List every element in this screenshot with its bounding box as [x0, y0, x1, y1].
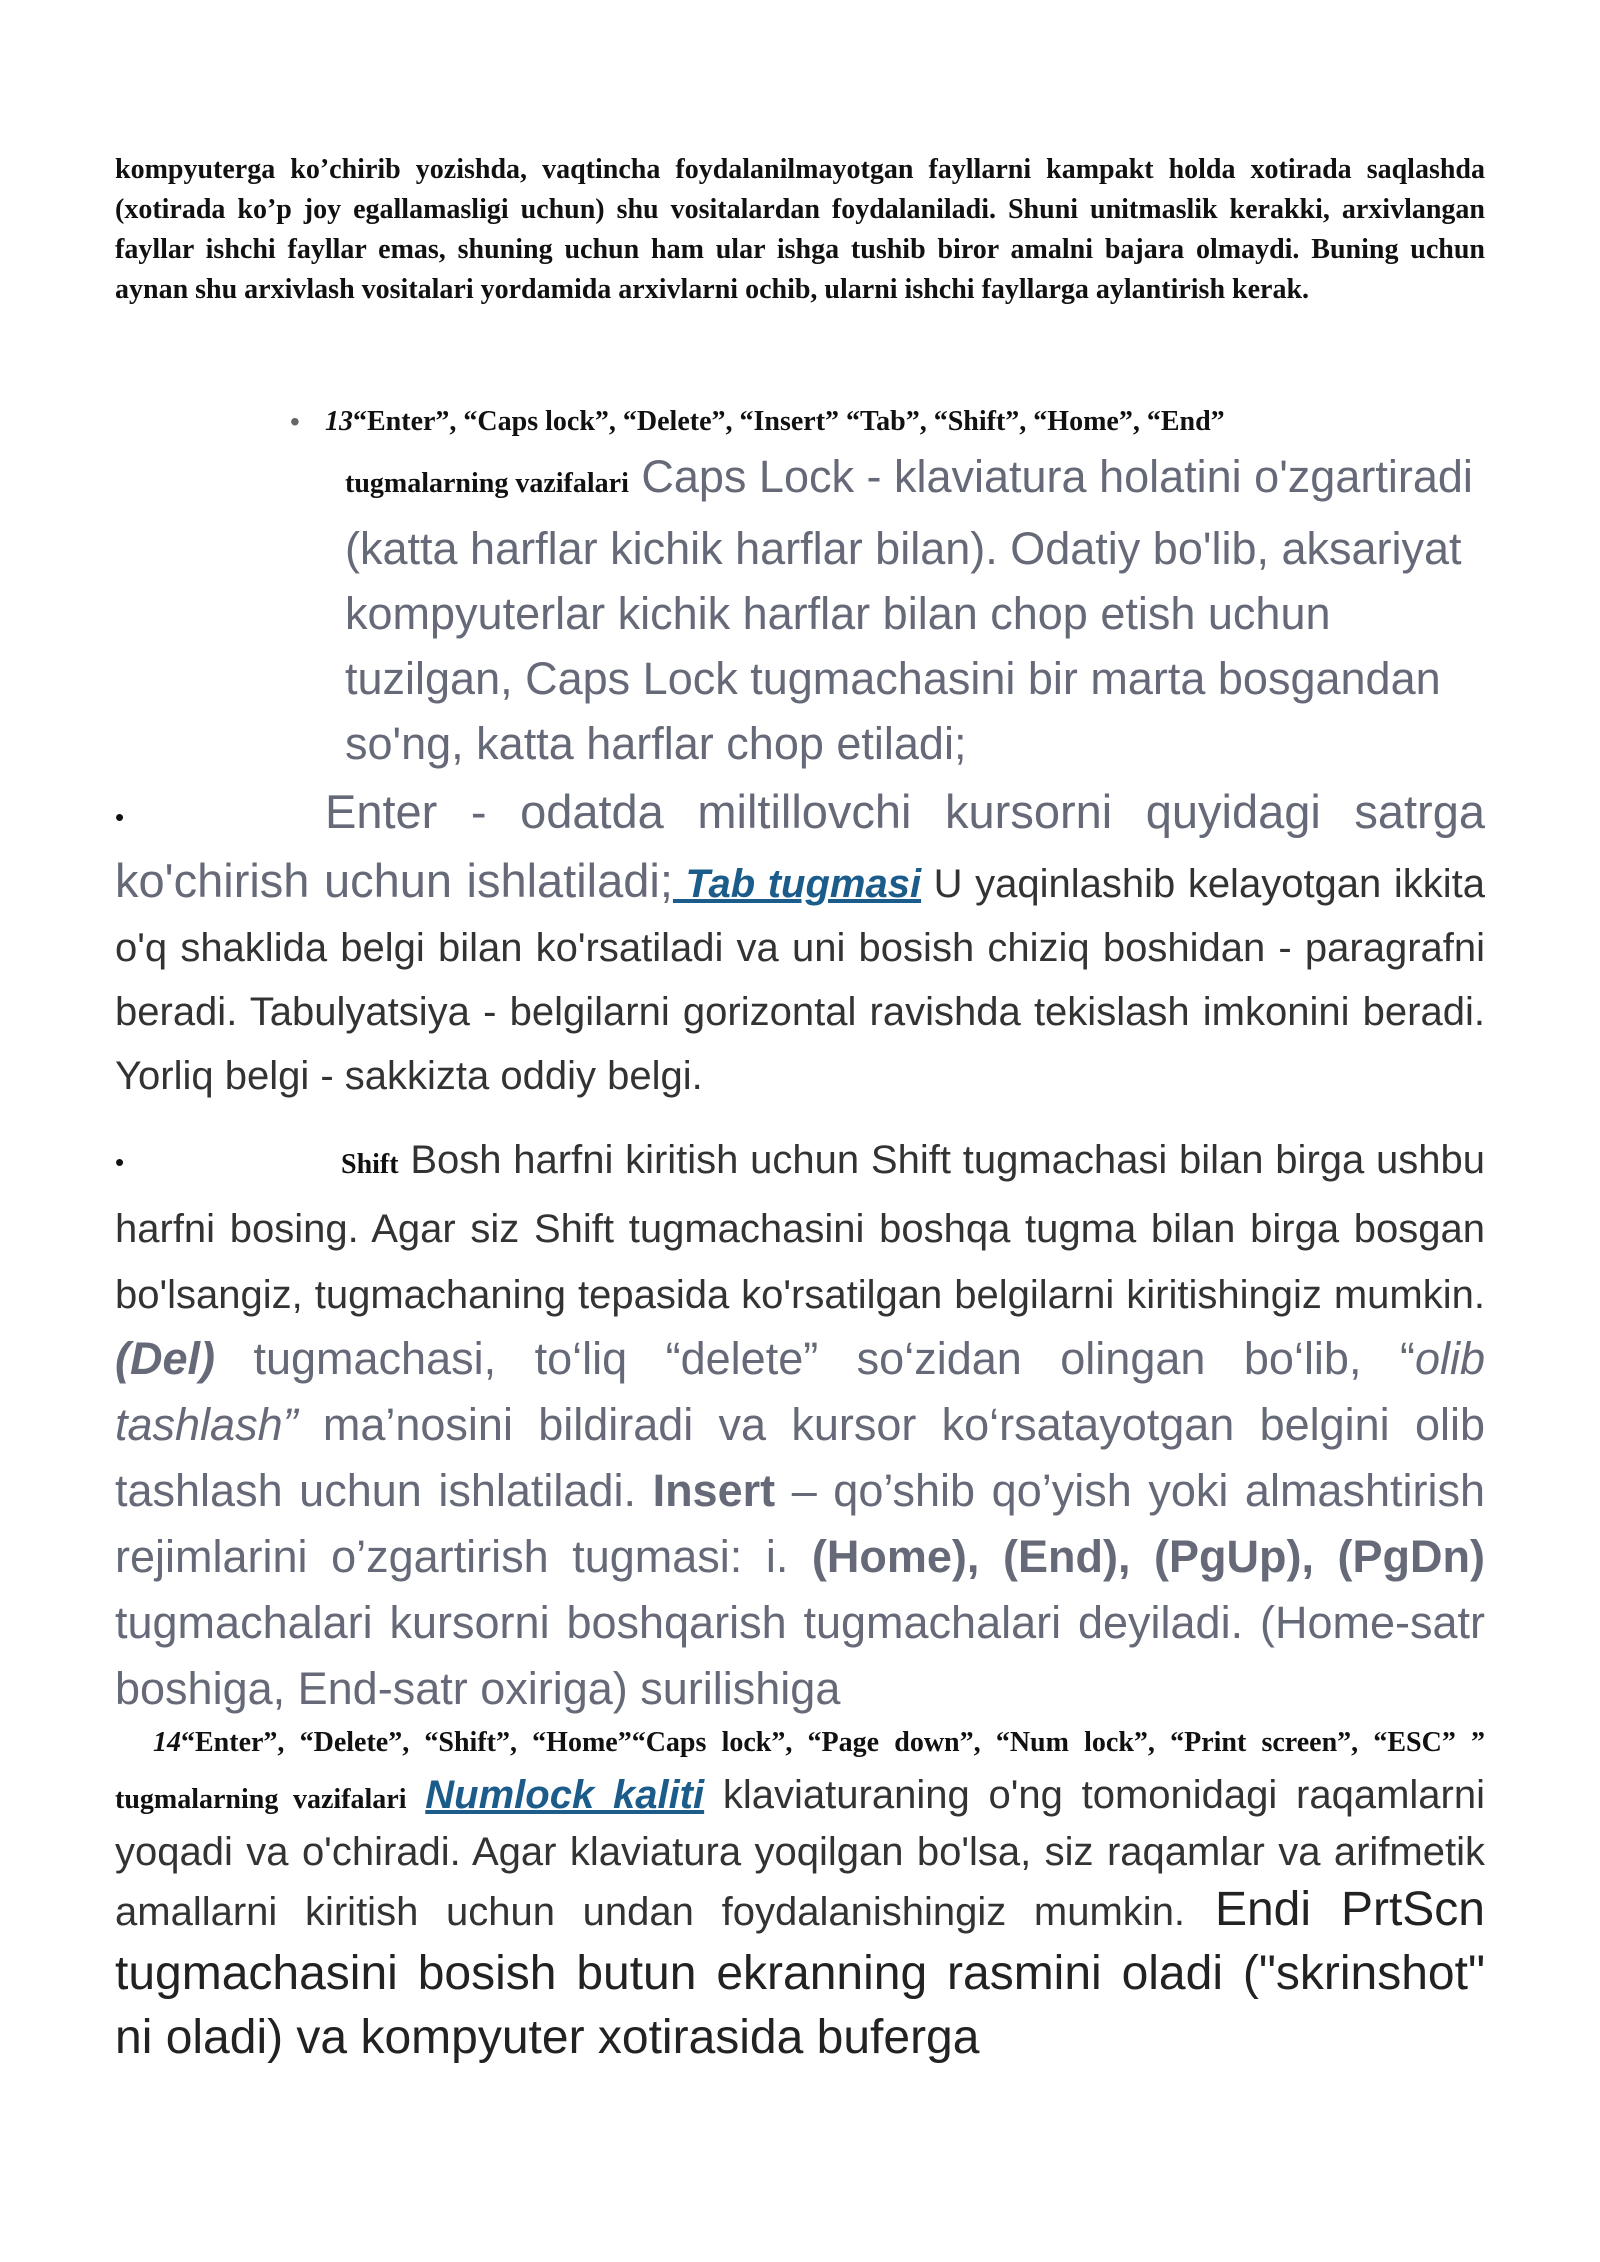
bullet-icon: • [115, 802, 125, 833]
insert-text: – qo’shib qo’yish yoki almashtirish rejimlarini o’zgartirish tugmasi: i. [115, 1465, 1485, 1582]
olib-tashlash: olib tashlash” [115, 1333, 1485, 1450]
item-13-keys: “Enter”, “Caps lock”, “Delete”, “Insert” “Tab”, “Shift”, “Home”, “End” [353, 406, 1225, 437]
item-number: 13 [325, 406, 353, 437]
bullet-icon: • [290, 406, 300, 437]
item-14 [115, 1712, 1485, 2070]
tab-tugmasi-link[interactable]: Tab tugmasi [672, 862, 922, 907]
paragraph-archiving: kompyuterga ko’chirib yozishda, vaqtincha foydalanilmayotgan fayllarni kampakt holda xotirada saqlashda (xotirada ko’p joy egallamasligi uchun) shu vositalardan foydalaniladi. Shuni unitmaslik kerakki, arxivlangan fayllar ishchi fayllar emas, shuning uchun ham ular ishga tushib biror amalni bajara olmaydi. Buning uchun aynan shu arxivlash vositalari yordamida arxivlarni ochib, ularni ishchi fayllarga aylantirish kerak. [115, 154, 1485, 305]
caps-lock-text: Caps Lock - klaviatura holatini o'zgartiradi (katta harflar kichik harflar bilan). Odatiy bo'lib, aksariyat kompyuterlar kichik harflar bilan chop etish uchun tuzilgan, Caps Lock tugmachasini bir marta bosgandan so'ng, katta harflar chop etiladi; [345, 451, 1473, 769]
numlock-link[interactable]: Numlock kaliti [425, 1773, 705, 1817]
item-14-heading: “Enter”, “Delete”, “Shift”, “Home”“Caps lock”, “Page down”, “Num lock”, “Print screen”, “ESC” ” tugmalarning vazifalari [115, 1727, 1485, 1815]
del-text-2: ma’nosini bildiradi va kursor ko‘rsatayotgan belgini olib tashlash uchun ishlatiladi. [115, 1399, 1485, 1516]
numlock-text: klaviaturaning o'ng tomonidagi raqamlarni yoqadi va o'chiradi. Agar klaviatura yoqilgan bo'lsa, siz raqamlar va arifmetik amallarni kiritish uchun undan foydalanishingiz mumkin. [115, 1773, 1485, 1934]
item-13-heading [325, 400, 1225, 444]
insert-key: Insert [652, 1465, 776, 1516]
bullet-icon: • [115, 1147, 125, 1178]
nav-text: tugmachalari kursorni boshqarish tugmachalari deyiladi. (Home-satr boshiga, End-satr oxiriga) surilishiga [115, 1597, 1485, 1714]
item-13-lead: tugmalarning vazifalari [345, 468, 629, 499]
nav-keys: (Home), (End), (PgUp), (PgDn) [811, 1531, 1485, 1582]
enter-text: Enter - odatda miltillovchi kursorni quyidagi satrga ko'chirish uchun ishlatiladi; [115, 785, 1485, 908]
item-number: 14 [153, 1727, 181, 1758]
prtscn-text: Endi PrtScn tugmachasini bosish butun ekranning rasmini oladi ("skrinshot" ni oladi) va kompyuter xotirasida buferga [115, 1883, 1486, 2064]
paragraph-shift-del [115, 1128, 1485, 1723]
paragraph-enter-tab [115, 780, 1485, 1108]
del-key: (Del) [115, 1333, 215, 1384]
item-13-body [345, 444, 1480, 776]
del-text: tugmachasi, to‘liq “delete” so‘zidan olingan bo‘lib, “ [215, 1333, 1415, 1384]
shift-text: Bosh harfni kiritish uchun Shift tugmachasi bilan birga ushbu harfni bosing. Agar siz Shift tugmachasini boshqa tugma bilan birga bosgan bo'lsangiz, tugmachaning tepasida ko'rsatilgan belgilarni kiritishingiz mumkin. [115, 1138, 1485, 1317]
tab-text: U yaqinlashib kelayotgan ikkita o'q shaklida belgi bilan ko'rsatiladi va uni bosish chiziq boshidan - paragrafni beradi. Tabulyatsiya - belgilarni gorizontal ravishda tekislash imkonini beradi. Yorliq belgi - sakkizta oddiy belgi. [115, 862, 1485, 1099]
shift-label: Shift [341, 1149, 399, 1180]
